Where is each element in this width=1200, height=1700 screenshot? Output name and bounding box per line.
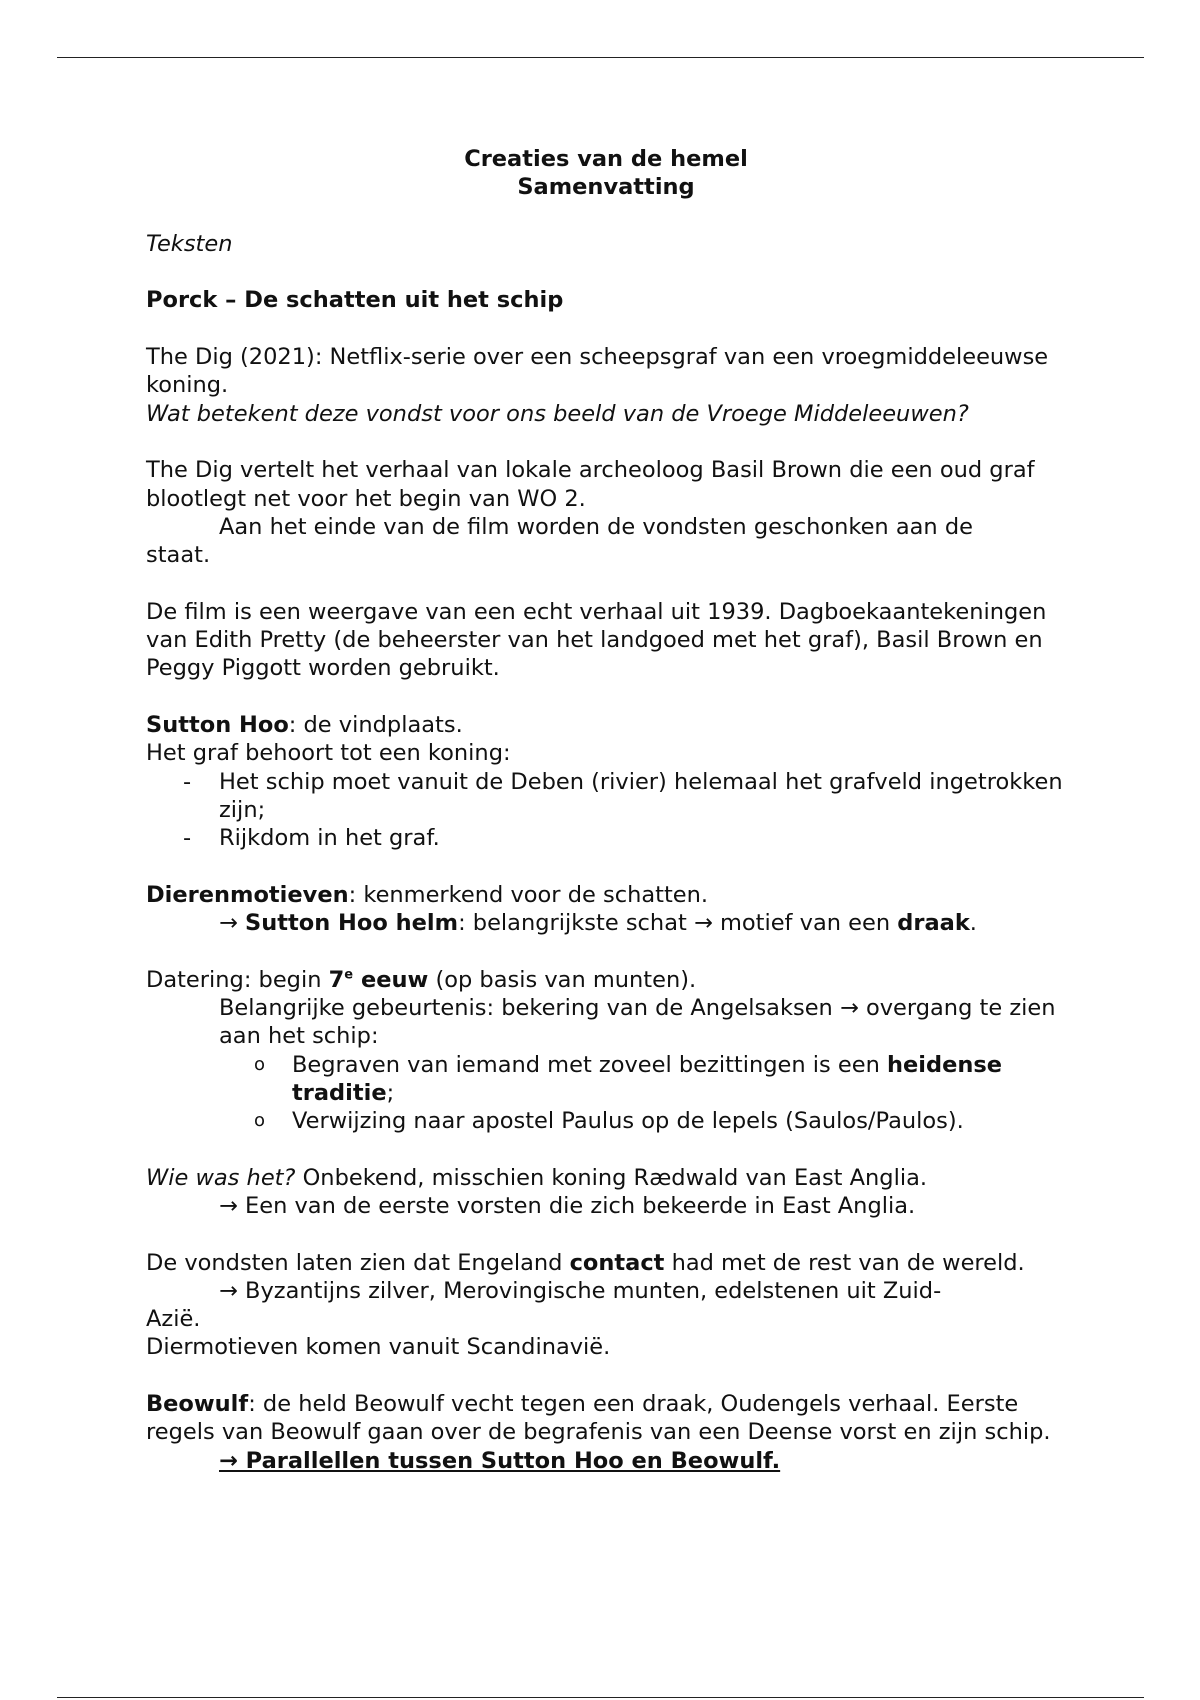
- doc-subtitle: Samenvatting: [517, 174, 695, 201]
- sutton-hoo-line: Sutton Hoo: de vindplaats.: [146, 711, 463, 738]
- dash-bullet: -: [183, 825, 192, 852]
- section-label: Teksten: [146, 230, 233, 257]
- top-rule: [57, 57, 1144, 58]
- circle-bullet: o: [254, 1053, 266, 1075]
- document-page: [146, 145, 1066, 1475]
- contact-arrow-line: → Byzantijns zilver, Merovingische munten, edelstenen uit Zuid-: [219, 1277, 942, 1304]
- circle-bullet: o: [254, 1110, 266, 1132]
- grave-intro: Het graf behoort tot een koning:: [146, 740, 511, 767]
- contact-line: De vondsten laten zien dat Engeland contact had met de rest van de wereld.: [146, 1249, 1025, 1276]
- section-heading: Porck – De schatten uit het schip: [146, 287, 564, 314]
- who-arrow-line: → Een van de eerste vorsten die zich bekeerde in East Anglia.: [219, 1192, 916, 1219]
- dating-line: Datering: begin 7e eeuw (op basis van munten).: [146, 966, 697, 993]
- doc-title: Creaties van de hemel: [464, 146, 748, 172]
- intro-question: Wat betekent deze vondst voor ons beeld van de Vroege Middeleeuwen?: [146, 400, 969, 427]
- film-paragraph: De film is een weergave van een echt verhaal uit 1939. Dagboekaantekeningen van Edith Pretty (de beheerster van het landgoed met het graf), Basil Brown en Peggy Piggott worden gebruikt.: [146, 598, 1047, 682]
- contact-arrow-cont: Azië.: [146, 1306, 201, 1333]
- intro-paragraph: The Dig (2021): Netflix-serie over een scheepsgraf van een vroegmiddeleeuwse koning.: [146, 344, 1049, 399]
- list-item: - Rijkdom in het graf.: [183, 825, 440, 852]
- beowulf-paragraph: Beowulf: de held Beowulf vecht tegen een draak, Oudengels verhaal. Eerste regels van Beowulf gaan over de begrafenis van een Deense vorst en zijn schip.: [146, 1391, 1051, 1446]
- story-paragraph: The Dig vertelt het verhaal van lokale archeoloog Basil Brown die een oud graf blootlegt net voor het begin van WO 2.: [146, 457, 1035, 512]
- story-ending: Aan het einde van de film worden de vondsten geschonken aan de: [219, 513, 973, 540]
- dash-bullet: -: [183, 768, 192, 795]
- arrow-icon: →: [219, 910, 238, 937]
- list-item: - Het schip moet vanuit de Deben (rivier) helemaal het grafveld ingetrokken zijn;: [183, 768, 1063, 823]
- event-line: Belangrijke gebeurtenis: bekering van de Angelsaksen → overgang te zien aan het schip:: [219, 994, 1056, 1050]
- sub-list-item: o Verwijzing naar apostel Paulus op de lepels (Saulos/Paulos).: [254, 1108, 964, 1135]
- arrow-icon: →: [219, 1192, 238, 1219]
- story-ending-cont: staat.: [146, 542, 211, 569]
- animal-motifs-line: Dierenmotieven: kenmerkend voor de schatten.: [146, 881, 709, 908]
- parallel-line: → Parallellen tussen Sutton Hoo en Beowulf.: [219, 1447, 781, 1474]
- who-line: Wie was het? Onbekend, misschien koning Rædwald van East Anglia.: [146, 1164, 928, 1191]
- sub-list-item: o Begraven van iemand met zoveel bezittingen is een heidense traditie;: [254, 1051, 1003, 1106]
- diermotieven-line: Diermotieven komen vanuit Scandinavië.: [146, 1334, 611, 1361]
- helm-line: → Sutton Hoo helm: belangrijkste schat → motief van een draak.: [219, 910, 977, 937]
- arrow-icon: →: [219, 1277, 238, 1304]
- bottom-rule: [57, 1697, 1144, 1698]
